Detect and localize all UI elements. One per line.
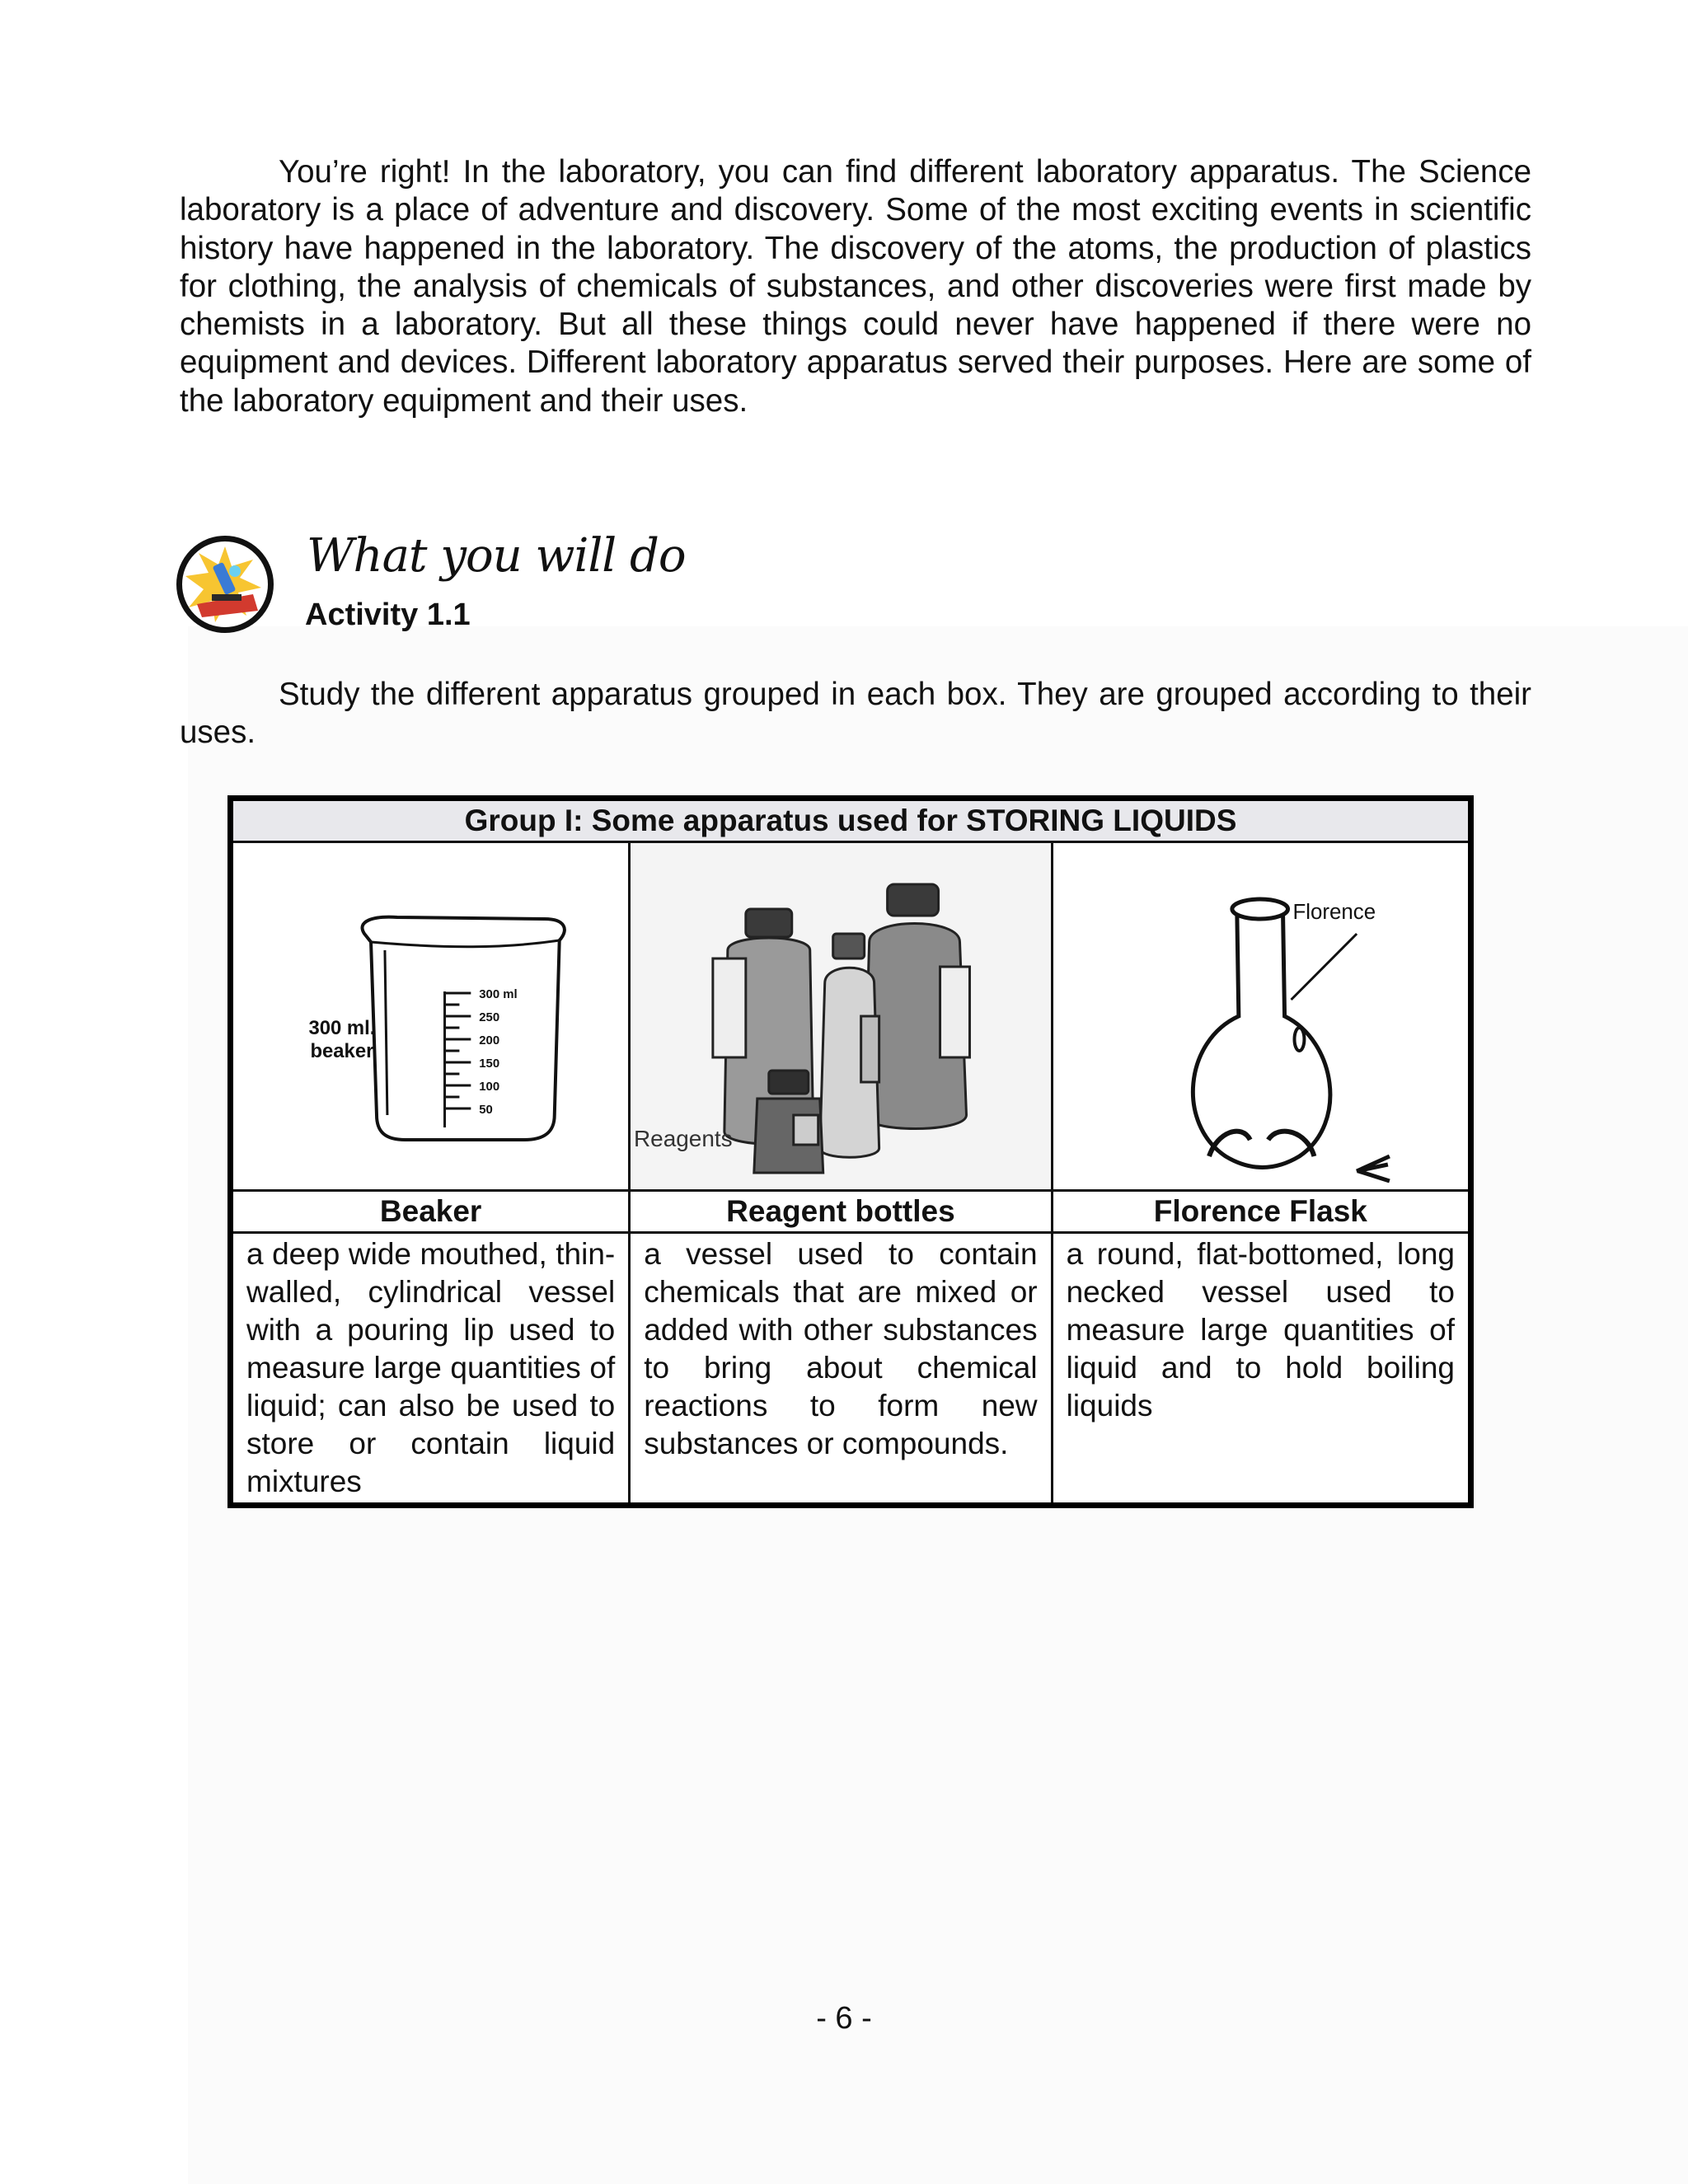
florence-label: Florence — [1292, 900, 1376, 925]
florence-flask-image — [1052, 842, 1470, 1191]
section-title: What you will do — [307, 529, 686, 583]
apparatus-table — [227, 795, 1474, 1508]
florence-flask-name: Florence Flask — [1052, 1191, 1470, 1233]
scale-mark: 250 — [479, 1010, 500, 1025]
beaker-name: Beaker — [231, 1191, 630, 1233]
scale-mark: 100 — [479, 1079, 500, 1094]
reagents-label: Reagents — [634, 1125, 733, 1152]
scale-mark: 150 — [479, 1056, 500, 1071]
beaker-name-label: beaker — [310, 1039, 374, 1063]
reagent-bottles-image — [630, 842, 1052, 1191]
beaker-image — [231, 842, 630, 1191]
scale-mark: 50 — [479, 1102, 493, 1118]
microscope-badge-icon — [176, 536, 274, 633]
scale-mark: 200 — [479, 1033, 500, 1048]
reagent-bottles-name: Reagent bottles — [630, 1191, 1052, 1233]
page-number: - 6 - — [816, 2001, 872, 2036]
beaker-capacity-label: 300 ml. — [308, 1016, 376, 1040]
instructions-paragraph: Study the different apparatus grouped in each box. They are grouped according to their uses. — [180, 677, 1531, 751]
beaker-description: a deep wide mouthed, thin-walled, cylindrical vessel with a pouring lip used to measure large quantities of liquid; can also be used to store or contain liquid mixtures — [231, 1233, 630, 1506]
intro-paragraph: You’re right! In the laboratory, you can find different laboratory apparatus. The Science laboratory is a place of adventure and discovery. Some of the most exciting events in scientific history have happened in the laboratory. The discovery of the atoms, the production of plastics for clothing, the analysis of chemicals of substances, and other discoveries were first made by chemists in a laboratory. But all these things could never have happened if there were no equipment and devices. Different laboratory apparatus served their purposes. Here are some of the laboratory equipment and their uses. — [180, 154, 1531, 419]
florence-flask-description: a round, flat-bottomed, long necked vessel used to measure large quantities of liquid and to hold boiling liquids — [1052, 1233, 1470, 1506]
activity-label: Activity 1.1 — [305, 598, 471, 632]
table-title: Group I: Some apparatus used for STORING LIQUIDS — [231, 799, 1471, 842]
scale-mark: 300 ml — [479, 987, 518, 1002]
reagent-bottles-description: a vessel used to contain chemicals that are mixed or added with other substances to bring about chemical reactions to form new substances or compounds. — [630, 1233, 1052, 1506]
